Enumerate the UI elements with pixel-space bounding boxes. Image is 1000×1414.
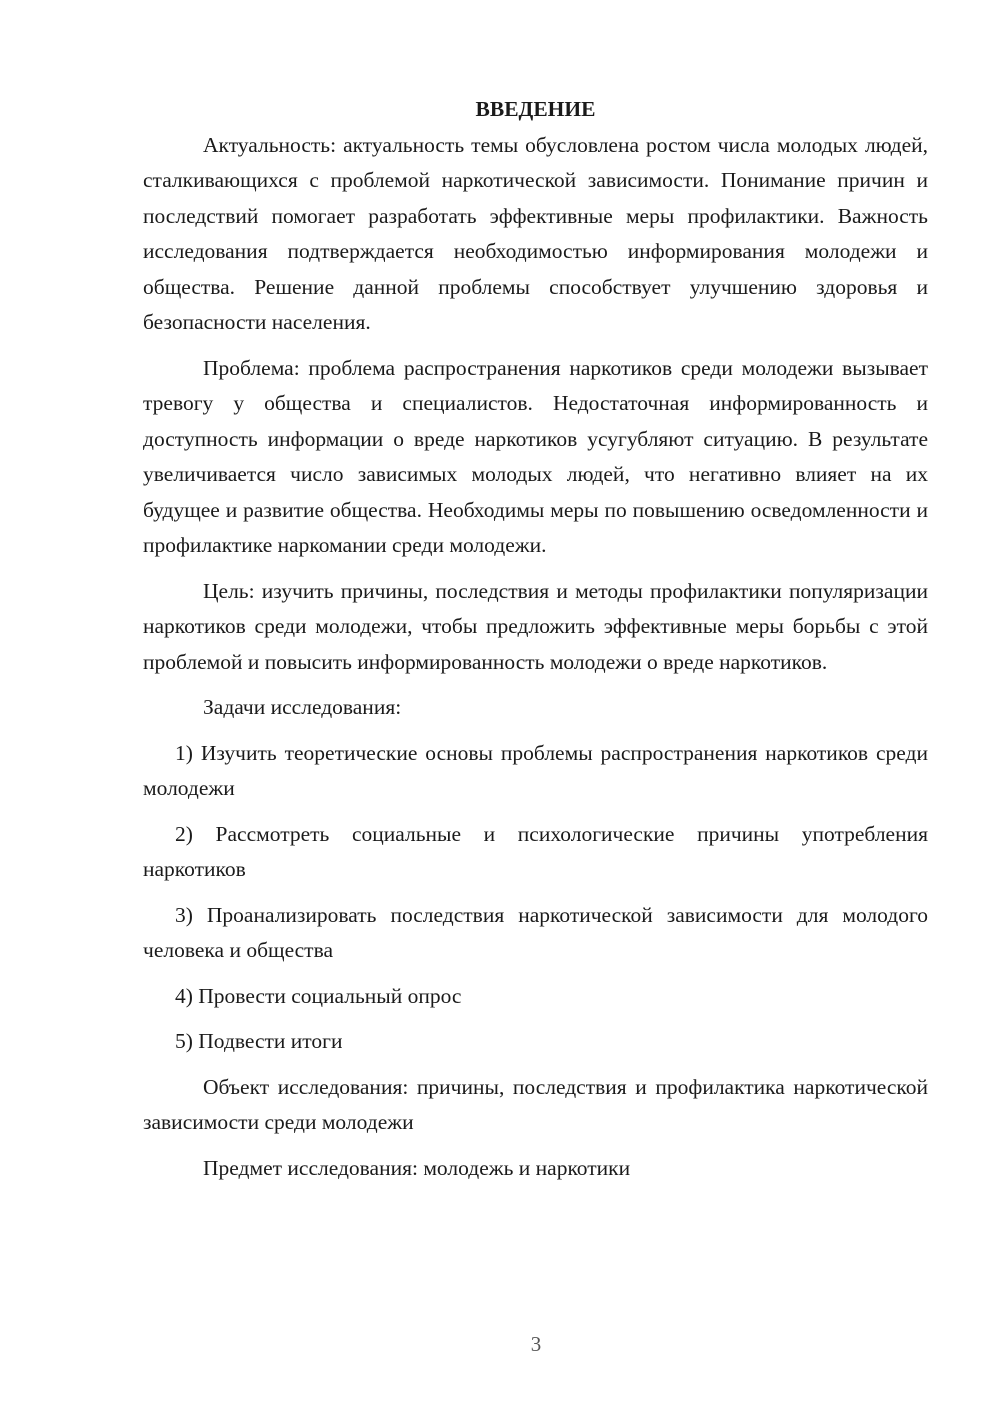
task-item: 3) Проанализировать последствия наркотической зависимости для молодого человека и общества	[143, 902, 928, 962]
subject-paragraph: Предмет исследования: молодежь и наркотики	[203, 1155, 631, 1180]
task-item: 1) Изучить теоретические основы проблемы распространения наркотиков среди молодежи	[143, 740, 928, 800]
task-item: 2) Рассмотреть социальные и психологические причины употребления наркотиков	[143, 821, 928, 881]
relevance-paragraph: Актуальность: актуальность темы обусловлена ростом числа молодых людей, сталкивающихся с проблемой наркотической зависимости. Понимание причин и последствий помогает разработать эффективные меры профилактики. Важность исследования подтверждается необходимостью информирования молодежи и общества. Решение данной проблемы способствует улучшению здоровья и безопасности населения.	[143, 132, 928, 334]
task-item: 5) Подвести итоги	[175, 1029, 343, 1053]
document-page	[143, 92, 928, 1196]
document-title: ВВЕДЕНИЕ	[475, 97, 596, 121]
tasks-heading: Задачи исследования:	[203, 695, 402, 719]
page-number: 3	[530, 1332, 542, 1356]
goal-paragraph: Цель: изучить причины, последствия и методы профилактики популяризации наркотиков среди молодежи, чтобы предложить эффективные меры борьбы с этой проблемой и повысить информированность молодежи о вреде наркотиков.	[143, 578, 928, 674]
tasks-list	[143, 736, 928, 1060]
task-item: 4) Провести социальный опрос	[175, 983, 462, 1008]
object-paragraph: Объект исследования: причины, последствия и профилактика наркотической зависимости среди молодежи	[143, 1074, 928, 1134]
problem-paragraph: Проблема: проблема распространения наркотиков среди молодежи вызывает тревогу у общества и специалистов. Недостаточная информированность и доступность информации о вреде наркотиков усугубляют ситуацию. В результате увеличивается число зависимых молодых людей, что негативно влияет на их будущее и развитие общества. Необходимы меры по повышению осведомленности и профилактике наркомании среди молодежи.	[143, 355, 928, 557]
